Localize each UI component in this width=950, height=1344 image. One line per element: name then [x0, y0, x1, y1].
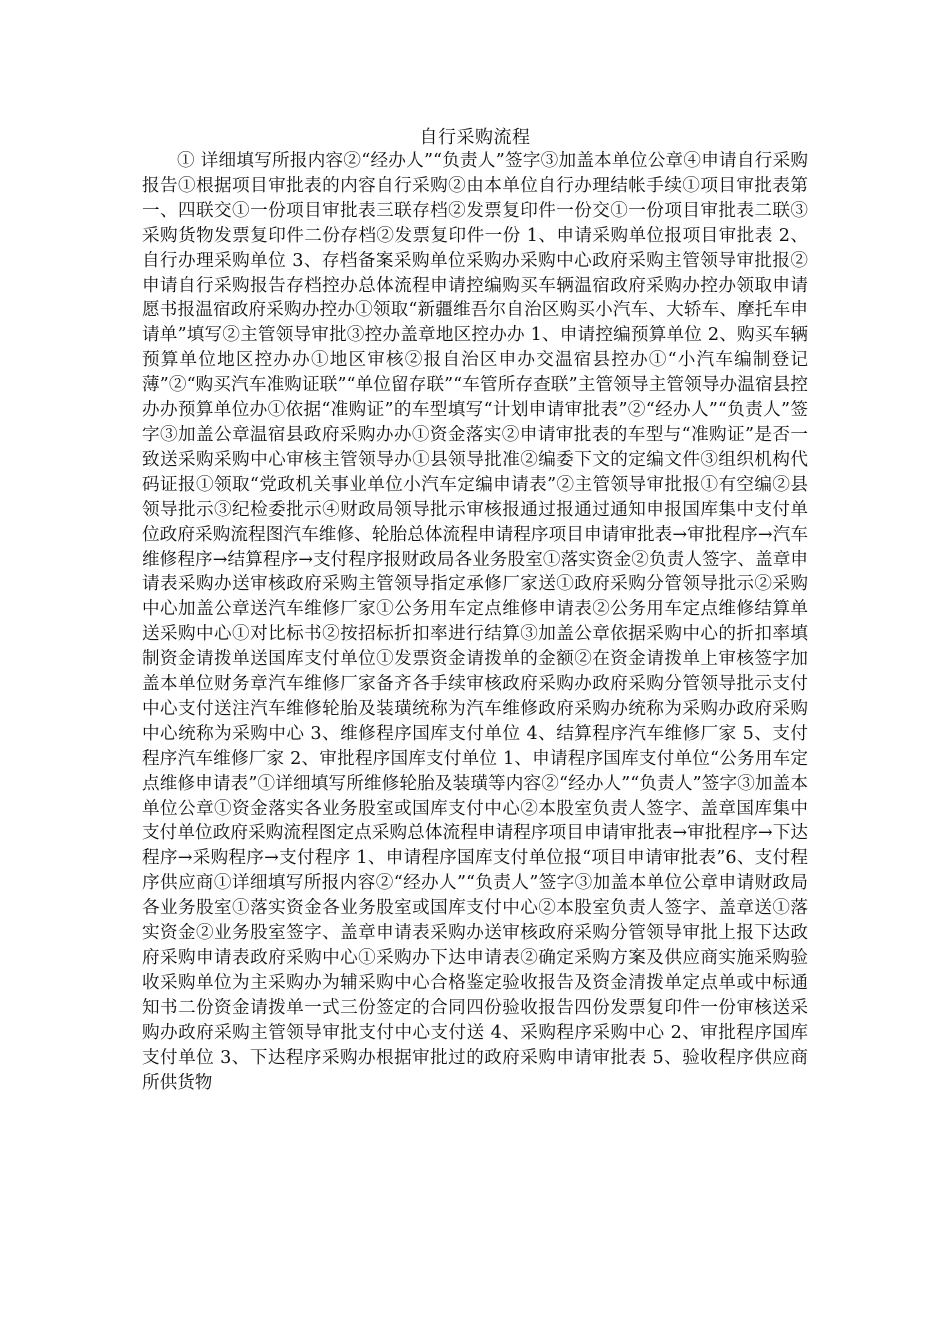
document-title: 自行采购流程 — [419, 127, 531, 148]
document-body-paragraph: ① 详细填写所报内容②“经办人”“负责人”签字③加盖本单位公章④申请自行采购报告①根据项目审批表的内容自行采购②由本单位自行办理结帐手续①项目审批表第一、四联交①一份项目审批表三联存档②发票复印件一份交①一份项目审批表二联③采购货物发票复印件二份存档②发票复印件一份 1、申请采购单位报项目审批表 2、自行办理采购单位 3、存档备案采购单位采购办采购中心政府采购主管领导审批报②申请自行采购报告存档控办总体流程申请控编购买车辆温宿政府采购办控办领取申请愿书报温宿政府采购办控办①领取“新疆维吾尔自治区购买小汽车、大轿车、摩托车申请单”填写②主管领导审批③控办盖章地区控办办 1、申请控编预算单位 2、购买车辆预算单位地区控办办①地区审核②报自治区申办交温宿县控办①“小汽车编制登记薄”②“购买汽车准购证联”“单位留存联”“车管所存查联”主管领导主管领导办温宿县控办办预算单位办①依据“准购证”的车型填写“计划申请审批表”②“经办人”“负责人”签字③加盖公章温宿县政府采购办办①资金落实②申请审批表的车型与“准购证”是否一致送采购采购中心审核主管领导办①县领导批准②编委下文的定编文件③组织机构代码证报①领取“党政机关事业单位小汽车定编申请表”②主管领导审批报①有空编②县领导批示③纪检委批示④财政局领导批示审核报通过报通过通知申报国库集中支付单位政府采购流程图汽车维修、轮胎总体流程申请程序项目申请审批表→审批程序→汽车维修程序→结算程序→支付程序报财政局各业务股室①落实资金②负责人签字、盖章申请表采购办送审核政府采购主管领导指定承修厂家送①政府采购分管领导批示②采购中心加盖公章送汽车维修厂家①公务用车定点维修申请表②公务用车定点维修结算单送采购中心①对比标书②按招标折扣率进行结算③加盖公章依据采购中心的折扣率填制资金请拨单送国库支付单位①发票资金请拨单的金额②在资金请拨单上审核签字加盖本单位财务章汽车维修厂家备齐各手续审核政府采购办政府采购分管领导批示支付中心支付送注汽车维修轮胎及装璜统称为汽车维修政府采购办统称为采购办政府采购中心统称为采购中心 3、维修程序国库支付单位 4、结算程序汽车维修厂家 5、支付程序汽车维修厂家 2、审批程序国库支付单位 1、申请程序国库支付单位“公务用车定点维修申请表”①详细填写所维修轮胎及装璜等内容②“经办人”“负责人”签字③加盖本单位公章①资金落实各业务股室或国库支付中心②本股室负责人签字、盖章国库集中支付单位政府采购流程图定点采购总体流程申请程序项目申请审批表→审批程序→下达程序→采购程序→支付程序 1、申请程序国库支付单位报“项目申请审批表”6、支付程序供应商①详细填写所报内容②“经办人”“负责人”签字③加盖本单位公章申请财政局各业务股室①落实资金各业务股室或国库支付中心②本股室负责人签字、盖章送①落实资金②业务股室签字、盖章申请表采购办送审核政府采购分管领导审批上报下达政府采购申请表政府采购中心①采购办下达申请表②确定采购方案及供应商实施采购验收采购单位为主采购办为辅采购中心合格鉴定验收报告及资金清拨单定点单或中标通知书二份资金请拨单一式三份签定的合同四份验收报告四份发票复印件一份审核送采购办政府采购主管领导审批支付中心支付送 4、采购程序采购中心 2、审批程序国库支付单位 3、下达程序采购办根据审批过的政府采购申请审批表 5、验收程序供应商所供货物 — [142, 151, 808, 1093]
